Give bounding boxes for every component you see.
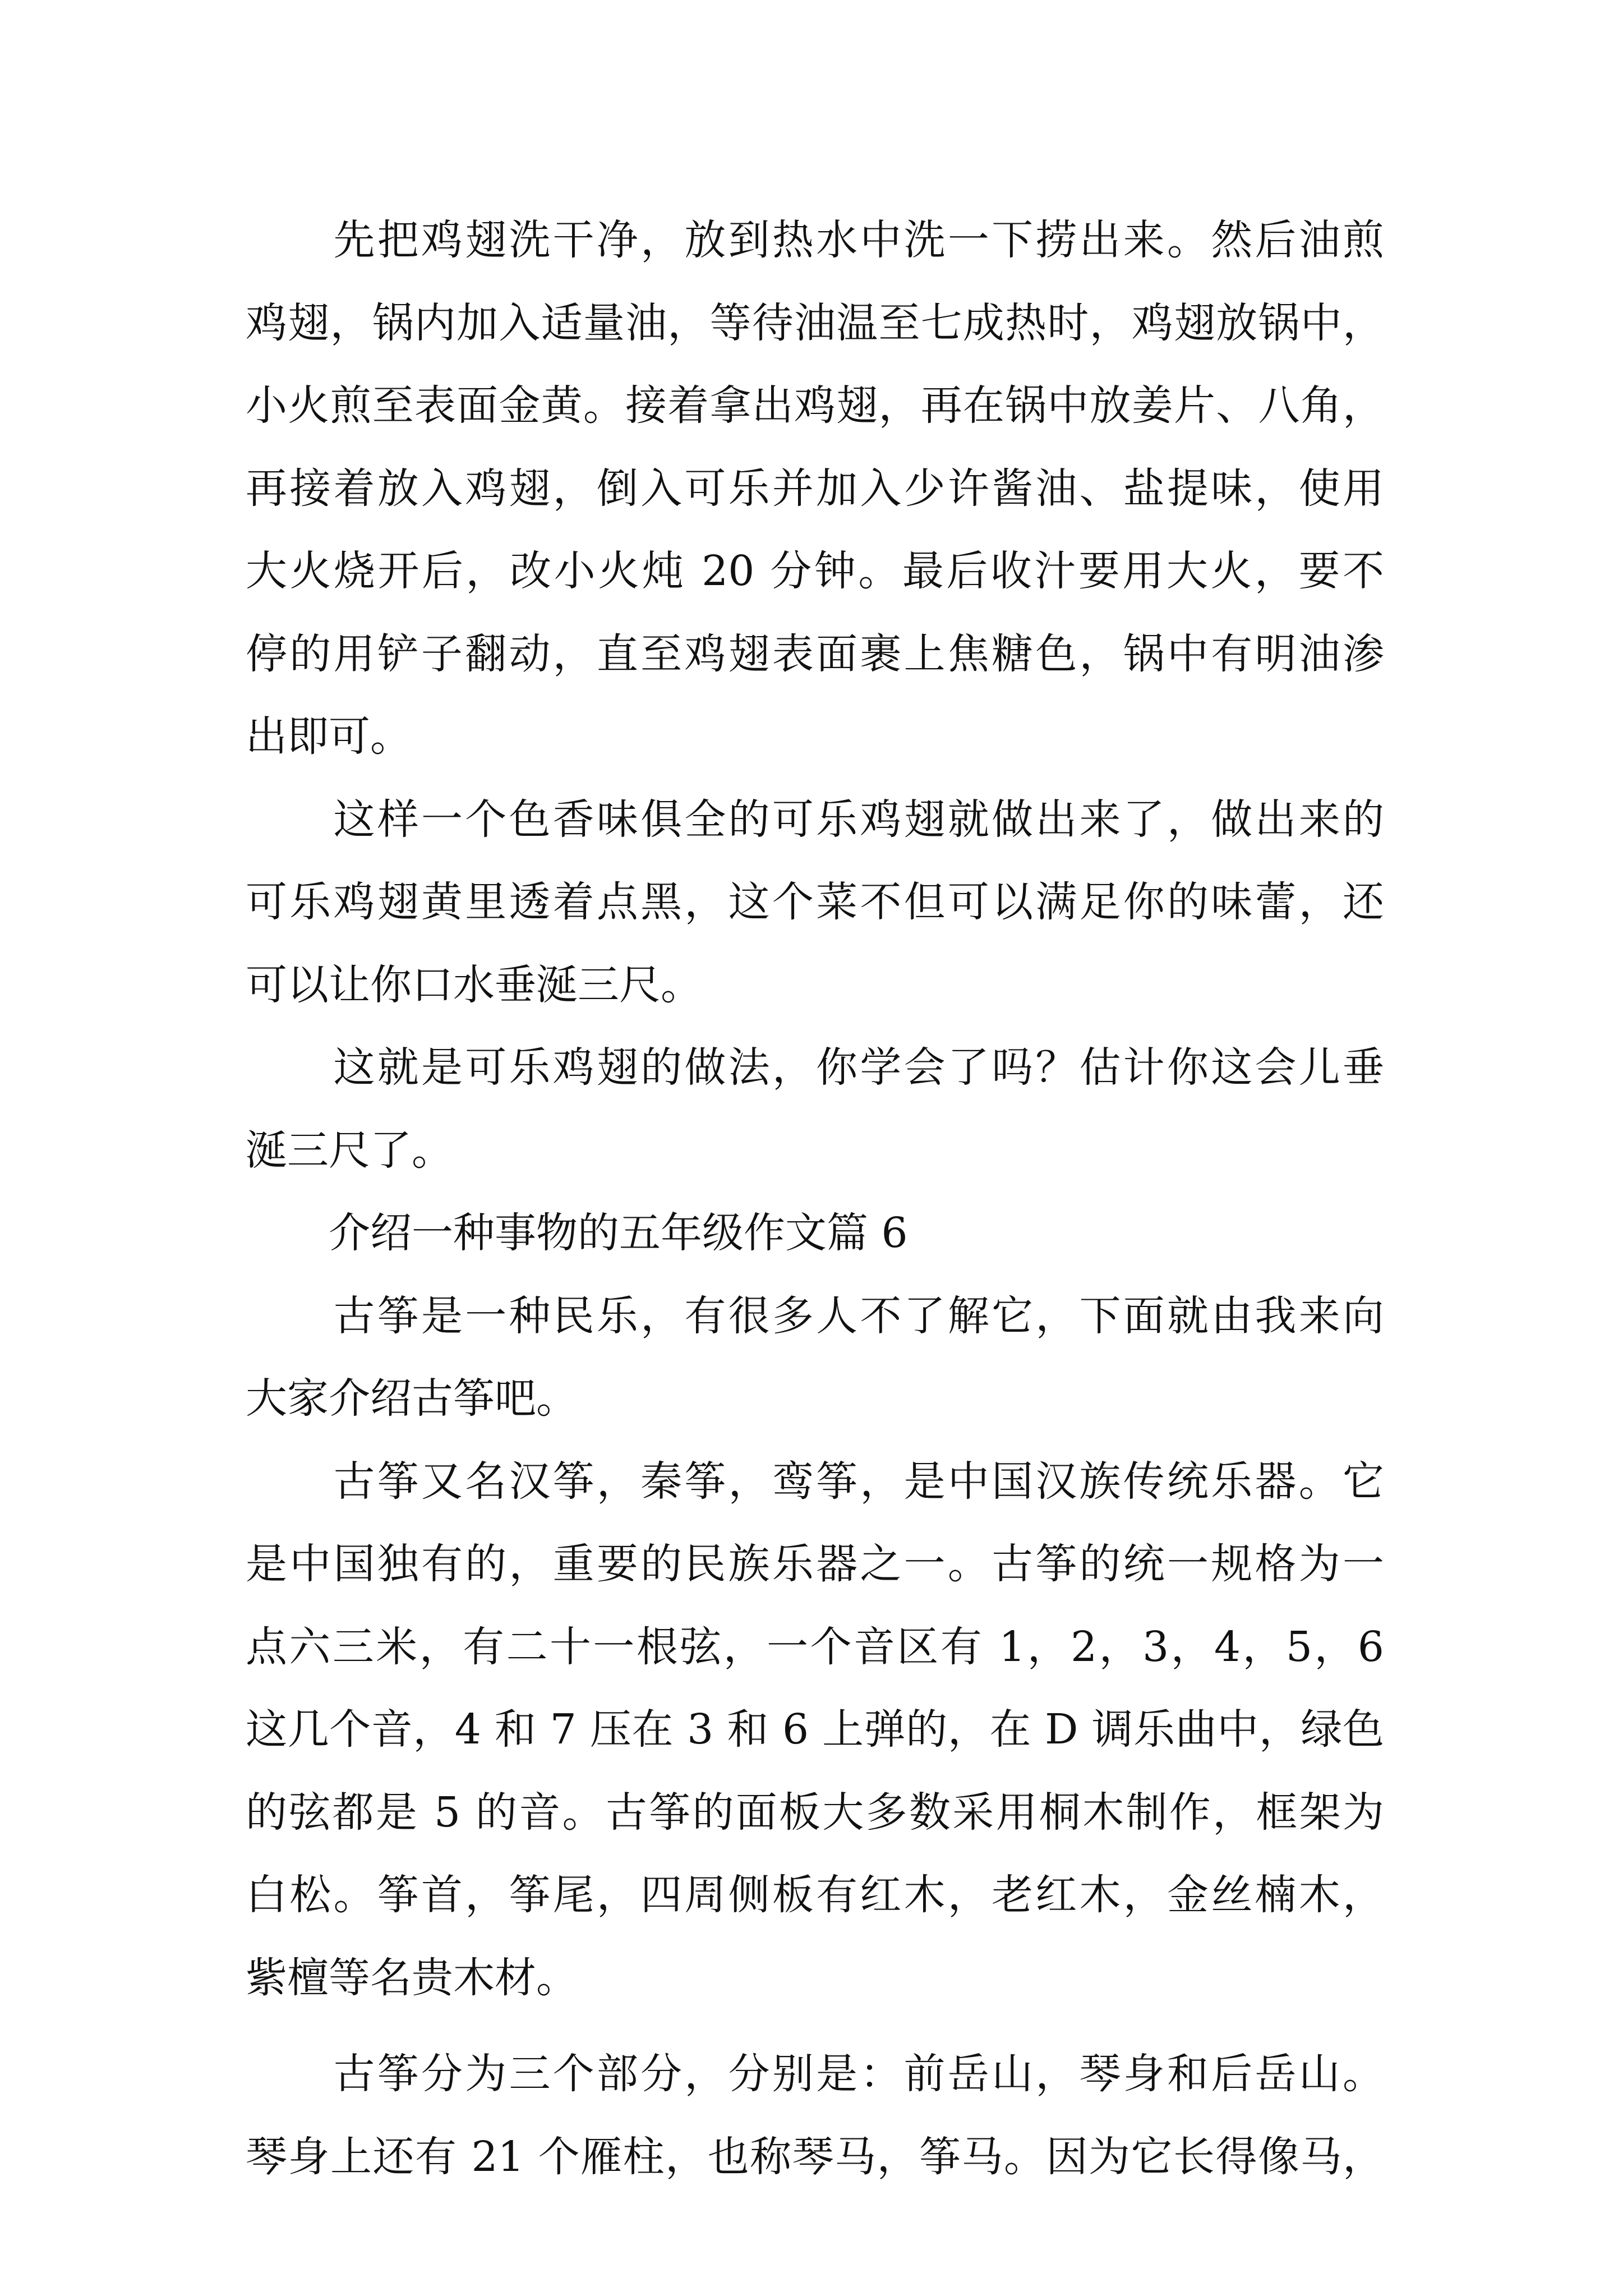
text-line: 古筝是一种民乐，有很多人不了解它，下面就由我来向 xyxy=(246,1291,1384,1340)
text-line: 小火煎至表面金黄。接着拿出鸡翅，再在锅中放姜片、八角， xyxy=(246,381,1384,430)
text-line: 紫檀等名贵木材。 xyxy=(246,1953,578,2002)
text-line: 是中国独有的，重要的民族乐器之一。古筝的统一规格为一 xyxy=(246,1540,1384,1588)
text-line: 白松。筝首，筝尾，四周侧板有红木，老红木，金丝楠木， xyxy=(246,1871,1384,1919)
text-line: 古筝又名汉筝，秦筝，鸾筝，是中国汉族传统乐器。它 xyxy=(246,1457,1384,1506)
section-title: 介绍一种事物的五年级作文篇 6 xyxy=(246,1209,908,1257)
text-line: 可乐鸡翅黄里透着点黑，这个菜不但可以满足你的味蕾，还 xyxy=(246,878,1384,926)
text-line: 这几个音，4 和 7 压在 3 和 6 上弹的，在 D 调乐曲中，绿色 xyxy=(246,1705,1384,1754)
text-line: 的弦都是 5 的音。古筝的面板大多数采用桐木制作，框架为 xyxy=(246,1788,1384,1837)
paragraph-guzheng-description xyxy=(246,1441,1384,2020)
text-line: 大家介绍古筝吧。 xyxy=(246,1374,578,1423)
text-line: 鸡翅，锅内加入适量油，等待油温至七成热时，鸡翅放锅中， xyxy=(246,298,1384,347)
text-line: 大火烧开后，改小火炖 20 分钟。最后收汁要用大火，要不 xyxy=(246,547,1384,595)
essay-heading xyxy=(246,1192,1384,1275)
text-line: 涎三尺了。 xyxy=(246,1126,453,1175)
text-line: 琴身上还有 21 个雁柱，也称琴马，筝马。因为它长得像马， xyxy=(246,2132,1384,2181)
document-body xyxy=(246,199,1384,2198)
paragraph-cola-wings-method xyxy=(246,199,1384,779)
paragraph-spacing xyxy=(246,2019,1384,2033)
text-line: 可以让你口水垂涎三尺。 xyxy=(246,960,702,1009)
text-line: 这样一个色香味俱全的可乐鸡翅就做出来了，做出来的 xyxy=(246,795,1384,844)
text-line: 点六三米，有二十一根弦，一个音区有 1，2，3，4，5，6 xyxy=(246,1622,1384,1671)
text-line: 古筝分为三个部分，分别是：前岳山，琴身和后岳山。 xyxy=(246,2050,1384,2098)
paragraph-cola-wings-closing xyxy=(246,1027,1384,1192)
text-line: 停的用铲子翻动，直至鸡翅表面裹上焦糖色，锅中有明油渗 xyxy=(246,629,1384,678)
paragraph-guzheng-intro xyxy=(246,1275,1384,1441)
text-line: 先把鸡翅洗干净，放到热水中洗一下捞出来。然后油煎 xyxy=(246,216,1384,264)
paragraph-guzheng-parts xyxy=(246,2033,1384,2198)
text-line: 这就是可乐鸡翅的做法，你学会了吗？估计你这会儿垂 xyxy=(246,1043,1384,1092)
paragraph-cola-wings-result xyxy=(246,779,1384,1027)
text-line: 出即可。 xyxy=(246,712,412,761)
text-line: 再接着放入鸡翅，倒入可乐并加入少许酱油、盐提味，使用 xyxy=(246,464,1384,513)
